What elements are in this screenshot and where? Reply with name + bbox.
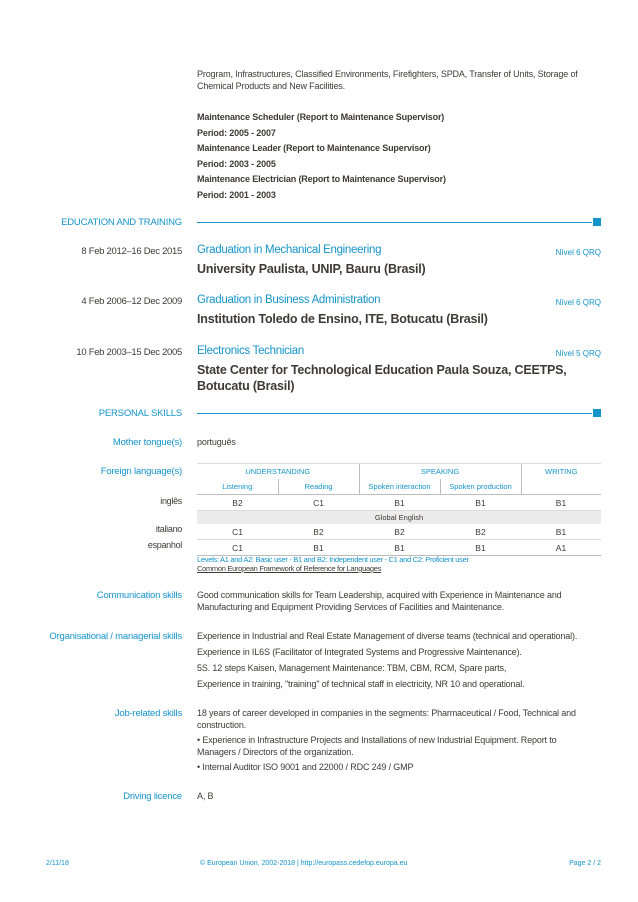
table-sub-reading: Reading (278, 479, 359, 495)
work-role: Maintenance Leader (Report to Maintenance Supervisor) (197, 143, 431, 153)
organisational-skills-text: Experience in IL6S (Facilitator of Integrated Systems and Progressive Maintenance). (197, 647, 522, 657)
education-dates: 4 Feb 2006–12 Dec 2009 (81, 296, 182, 307)
communication-skills-text: Good communication skills for Team Leadership, acquired with Experience in Maintenance and (197, 590, 562, 600)
section-marker (593, 218, 601, 226)
table-cell: B2 (232, 497, 243, 508)
organisational-skills-text: Experience in Industrial and Real Estate Management of diverse teams (technical and operational). (197, 631, 578, 641)
work-role: Maintenance Scheduler (Report to Maintenance Supervisor) (197, 112, 445, 122)
job-related-skills-text: • Internal Auditor ISO 9001 and 22000 / RDC 249 / GMP (197, 762, 414, 772)
education-title: Graduation in Business Administration (197, 294, 381, 306)
foreign-languages-label: Foreign language(s) (100, 466, 182, 477)
language-name: italiano (155, 524, 182, 534)
organisational-skills-text: 5S. 12 steps Kaisen, Management Maintenance: TBM, CBM, RCM, Spare parts, (197, 663, 507, 673)
table-group-understanding: UNDERSTANDING (197, 464, 359, 480)
job-related-skills-label: Job-related skills (114, 708, 182, 719)
education-organisation: University Paulista, UNIP, Bauru (Brasil) (197, 262, 426, 276)
table-sub-listening: Listening (197, 479, 278, 495)
work-role: Maintenance Electrician (Report to Maintenance Supervisor) (197, 174, 446, 184)
organisational-skills-text: Experience in training, "training" of technical staff in electricity, NR 10 and operational. (197, 679, 525, 689)
language-name: inglês (160, 496, 182, 506)
qualification-level: Nível 5 QRQ (555, 349, 601, 358)
table-cell: B1 (475, 497, 486, 508)
language-name: espanhol (147, 540, 182, 550)
education-organisation: Institution Toledo de Ensino, ITE, Botucatu (Brasil) (197, 312, 488, 326)
work-period: Period: 2001 - 2003 (197, 190, 276, 200)
table-cell: C1 (232, 542, 243, 553)
mother-tongue-value: português (197, 437, 236, 447)
work-description-line: Program, Infrastructures, Classified Environments, Firefighters, SPDA, Transfer of Units, Storage of (197, 69, 578, 79)
education-organisation: Botucatu (Brasil) (197, 379, 295, 393)
job-related-skills-text: Managers / Directors of the organization. (197, 747, 354, 757)
table-cell: C1 (232, 526, 243, 537)
footer-date: 2/11/18 (46, 860, 69, 867)
table-cell: B2 (394, 526, 405, 537)
table-cell: B1 (313, 542, 324, 553)
driving-licence-value: A, B (197, 791, 214, 801)
certificate: Global English (197, 511, 601, 525)
mother-tongue-label: Mother tongue(s) (112, 437, 182, 448)
job-related-skills-text: • Experience in Infrastructure Projects and Installations of new Industrial Equipment. Report to (197, 735, 557, 745)
section-heading-education: EDUCATION AND TRAINING (61, 217, 182, 228)
section-divider (197, 413, 592, 414)
section-heading-personal-skills: PERSONAL SKILLS (98, 408, 182, 419)
footer-copyright-link[interactable]: © European Union, 2002-2018 | http://europass.cedefop.europa.eu (200, 860, 408, 867)
education-title: Electronics Technician (197, 345, 304, 357)
cefr-link[interactable]: Common European Framework of Reference for Languages (197, 564, 382, 573)
qualification-level: Nível 6 QRQ (555, 248, 601, 257)
driving-licence-label: Driving licence (123, 791, 182, 802)
table-sub-spoken-production: Spoken production (440, 479, 521, 495)
table-sub-spoken-interaction: Spoken interaction (359, 479, 440, 495)
table-group-speaking: SPEAKING (359, 464, 521, 480)
table-cell: B1 (394, 497, 405, 508)
job-related-skills-text: construction. (197, 720, 247, 730)
education-title: Graduation in Mechanical Engineering (197, 244, 382, 256)
education-dates: 10 Feb 2003–15 Dec 2005 (76, 347, 182, 358)
table-cell: B1 (555, 497, 567, 508)
table-cell: A1 (555, 542, 567, 553)
table-cell: B1 (555, 526, 567, 537)
language-table (197, 463, 601, 556)
job-related-skills-text: 18 years of career developed in companies in the segments: Pharmaceutical / Food, Technical and (197, 708, 576, 718)
organisational-skills-label: Organisational / managerial skills (49, 631, 182, 642)
table-row (197, 524, 601, 540)
education-dates: 8 Feb 2012–16 Dec 2015 (81, 246, 182, 257)
footer-page-number: Page 2 / 2 (569, 860, 601, 867)
communication-skills-label: Communication skills (96, 590, 182, 601)
qualification-level: Nível 6 QRQ (555, 298, 601, 307)
table-cell: C1 (313, 497, 324, 508)
work-period: Period: 2003 - 2005 (197, 159, 276, 169)
table-cell: B1 (475, 542, 486, 553)
section-divider (197, 222, 592, 223)
table-cell: B2 (475, 526, 486, 537)
certificate-row (197, 511, 601, 525)
work-description-line: Chemical Products and New Facilities. (197, 81, 346, 91)
table-row (197, 540, 601, 556)
section-marker (593, 409, 601, 417)
levels-note: Levels: A1 and A2: Basic user - B1 and B2: Independent user - C1 and C2: Proficient user (197, 555, 469, 564)
table-group-writing: WRITING (521, 464, 601, 480)
communication-skills-text: Manufacturing and Equipment Providing Services of Facilities and Maintenance. (197, 602, 505, 612)
education-organisation: State Center for Technological Education Paula Souza, CEETPS, (197, 363, 567, 377)
table-cell: B1 (394, 542, 405, 553)
work-period: Period: 2005 - 2007 (197, 128, 276, 138)
table-cell: B2 (313, 526, 324, 537)
table-row (197, 495, 601, 511)
